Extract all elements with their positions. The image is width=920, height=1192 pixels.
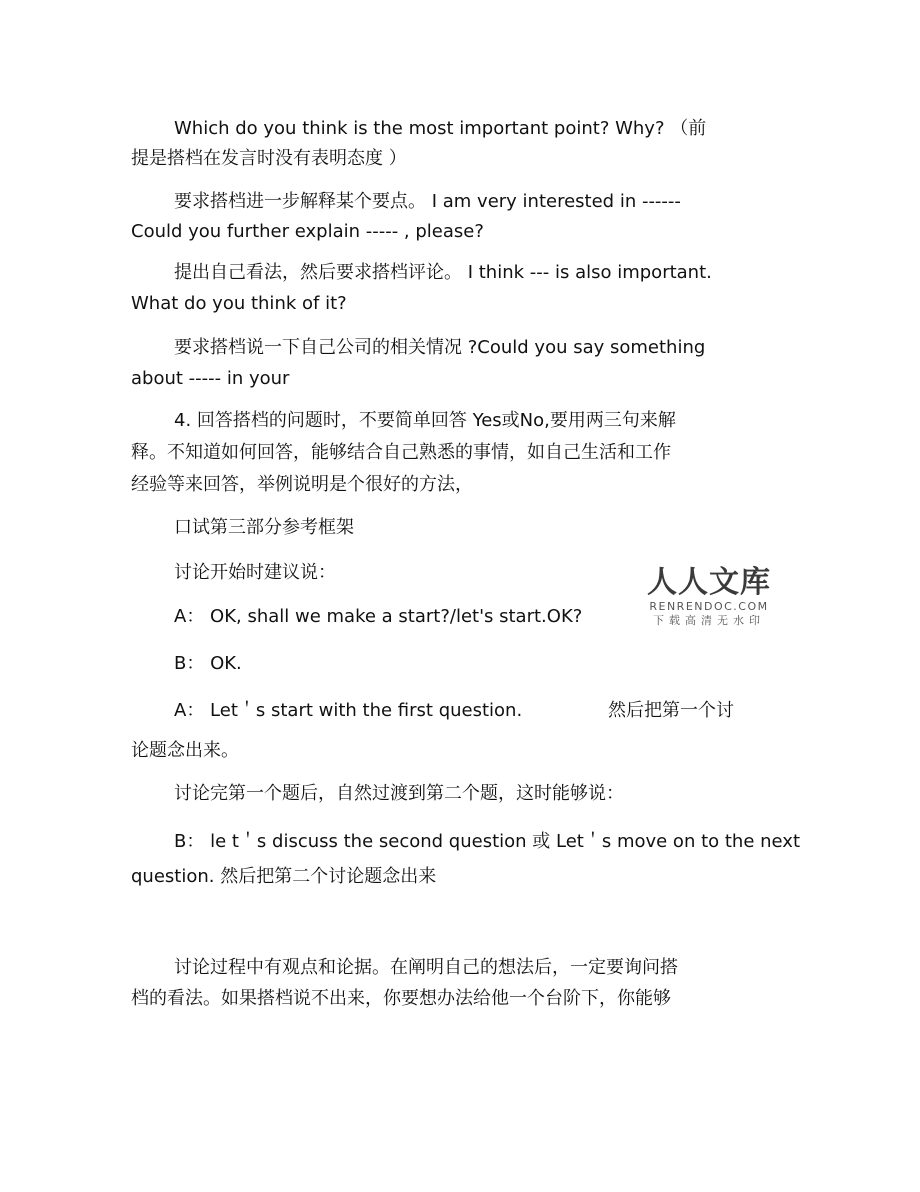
text-line: 要求搭档说一下自己公司的相关情况 ?Could you say something xyxy=(174,337,706,358)
watermark-logo: 人人文库 xyxy=(647,565,771,600)
dialogue-line: A： OK, shall we make a start?/let's start.OK? xyxy=(174,606,583,627)
text-line: 要求搭档进一步解释某个要点。 I am very interested in ------ xyxy=(174,191,681,212)
text-line: 论题念出来。 xyxy=(131,740,239,761)
text-line: 4. 回答搭档的问题时，不要简单回答 Yes或No,要用两三句来解 xyxy=(174,410,676,431)
section-heading: 口试第三部分参考框架 xyxy=(174,517,354,538)
text-line: 讨论完第一个题后，自然过渡到第二个题，这时能够说： xyxy=(174,783,624,804)
dialogue-line: B： OK. xyxy=(174,653,242,674)
dialogue-line: B： le t＇s discuss the second question 或 Let＇s move on to the next xyxy=(174,831,801,852)
text-line: What do you think of it? xyxy=(131,293,347,314)
text-line: question. 然后把第二个讨论题念出来 xyxy=(131,866,437,887)
text-line: 档的看法。如果搭档说不出来，你要想办法给他一个台阶下，你能够 xyxy=(131,988,671,1009)
text-line: 讨论过程中有观点和论据。在阐明自己的想法后，一定要询问搭 xyxy=(174,957,678,978)
text-line: 经验等来回答，举例说明是个很好的方法， xyxy=(131,474,473,495)
watermark-subtitle: 下载高清无水印 xyxy=(653,614,765,627)
dialogue-line: A： Let＇s start with the first question. xyxy=(174,700,523,721)
text-line: about ----- in your xyxy=(131,368,290,389)
text-line: 提是搭档在发言时没有表明态度 ） xyxy=(131,148,407,169)
watermark xyxy=(644,566,774,628)
text-line: 讨论开始时建议说： xyxy=(174,562,336,583)
watermark-url: RENRENDOC.COM xyxy=(649,600,769,613)
dialogue-line: 然后把第一个讨 xyxy=(608,700,734,721)
text-line: 释。不知道如何回答，能够结合自己熟悉的事情，如自己生活和工作 xyxy=(131,442,671,463)
text-line: Could you further explain ----- , please? xyxy=(131,221,484,242)
text-line: 提出自己看法，然后要求搭档评论。 I think --- is also important. xyxy=(174,262,712,283)
text-line: Which do you think is the most important point? Why? （前 xyxy=(174,118,707,139)
